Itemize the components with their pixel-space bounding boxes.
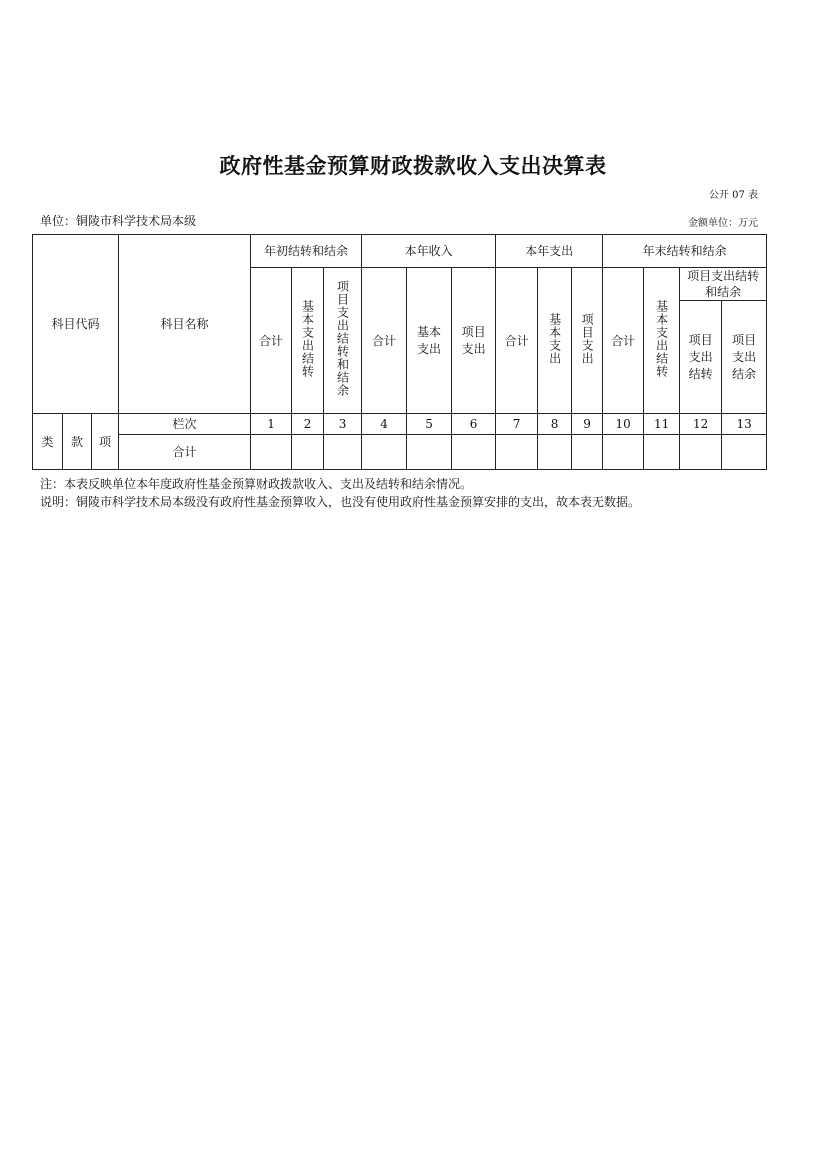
- row-index-cell: 10: [603, 414, 644, 435]
- row-index-cell: 11: [644, 414, 680, 435]
- header-col-4: 合计: [362, 268, 407, 414]
- total-cell: [722, 435, 767, 470]
- total-cell: [251, 435, 292, 470]
- code-xiang: 项: [92, 414, 119, 470]
- row-index-cell: 2: [292, 414, 324, 435]
- row-index-cell: 7: [496, 414, 538, 435]
- header-group-begin: 年初结转和结余: [251, 235, 362, 268]
- header-col-11: 基本支出结转: [644, 268, 680, 414]
- row-index-cell: 4: [362, 414, 407, 435]
- header-col-10: 合计: [603, 268, 644, 414]
- total-cell: [603, 435, 644, 470]
- row-index-cell: 3: [324, 414, 362, 435]
- header-subject-code: 科目代码: [33, 235, 119, 414]
- unit-label: 单位：铜陵市科学技术局本级: [40, 214, 197, 228]
- header-col-7: 合计: [496, 268, 538, 414]
- header-col-1: 合计: [251, 268, 292, 414]
- header-group-end: 年末结转和结余: [603, 235, 767, 268]
- header-group-income: 本年收入: [362, 235, 496, 268]
- row-index-cell: 13: [722, 414, 767, 435]
- header-group-expense: 本年支出: [496, 235, 603, 268]
- total-cell: [644, 435, 680, 470]
- form-number: 公开 07 表: [708, 190, 758, 201]
- header-col-12: 项目支出结转: [680, 301, 722, 414]
- total-cell: [572, 435, 603, 470]
- row-index-cell: 1: [251, 414, 292, 435]
- page-title: 政府性基金预算财政拨款收入支出决算表: [219, 154, 607, 178]
- header-col-13: 项目支出结余: [722, 301, 767, 414]
- table-note: 注：本表反映单位本年度政府性基金预算财政拨款收入、支出及结转和结余情况。: [40, 477, 473, 491]
- header-group-end-project: 项目支出结转和结余: [680, 268, 767, 301]
- row-index-label: 栏次: [119, 414, 251, 435]
- row-index-cell: 12: [680, 414, 722, 435]
- row-index-cell: 8: [538, 414, 572, 435]
- header-col-6: 项目支出: [452, 268, 496, 414]
- total-cell: [452, 435, 496, 470]
- total-cell: [292, 435, 324, 470]
- code-lei: 类: [33, 414, 63, 470]
- total-cell: [496, 435, 538, 470]
- total-cell: [407, 435, 452, 470]
- total-cell: [362, 435, 407, 470]
- fund-budget-table: [32, 234, 767, 470]
- header-subject-name: 科目名称: [119, 235, 251, 414]
- header-col-2: 基本支出结转: [292, 268, 324, 414]
- total-cell: [538, 435, 572, 470]
- total-cell: [680, 435, 722, 470]
- row-index-cell: 6: [452, 414, 496, 435]
- header-col-9: 项目支出: [572, 268, 603, 414]
- amount-unit-label: 金额单位：万元: [688, 218, 758, 229]
- total-cell: [324, 435, 362, 470]
- row-index-cell: 5: [407, 414, 452, 435]
- total-row-label: 合计: [119, 435, 251, 470]
- header-col-5: 基本支出: [407, 268, 452, 414]
- header-col-8: 基本支出: [538, 268, 572, 414]
- row-index-cell: 9: [572, 414, 603, 435]
- table-explanation: 说明：铜陵市科学技术局本级没有政府性基金预算收入，也没有使用政府性基金预算安排的支出，故本表无数据。: [40, 495, 641, 509]
- header-col-3: 项目支出结转和结余: [324, 268, 362, 414]
- code-kuan: 款: [63, 414, 92, 470]
